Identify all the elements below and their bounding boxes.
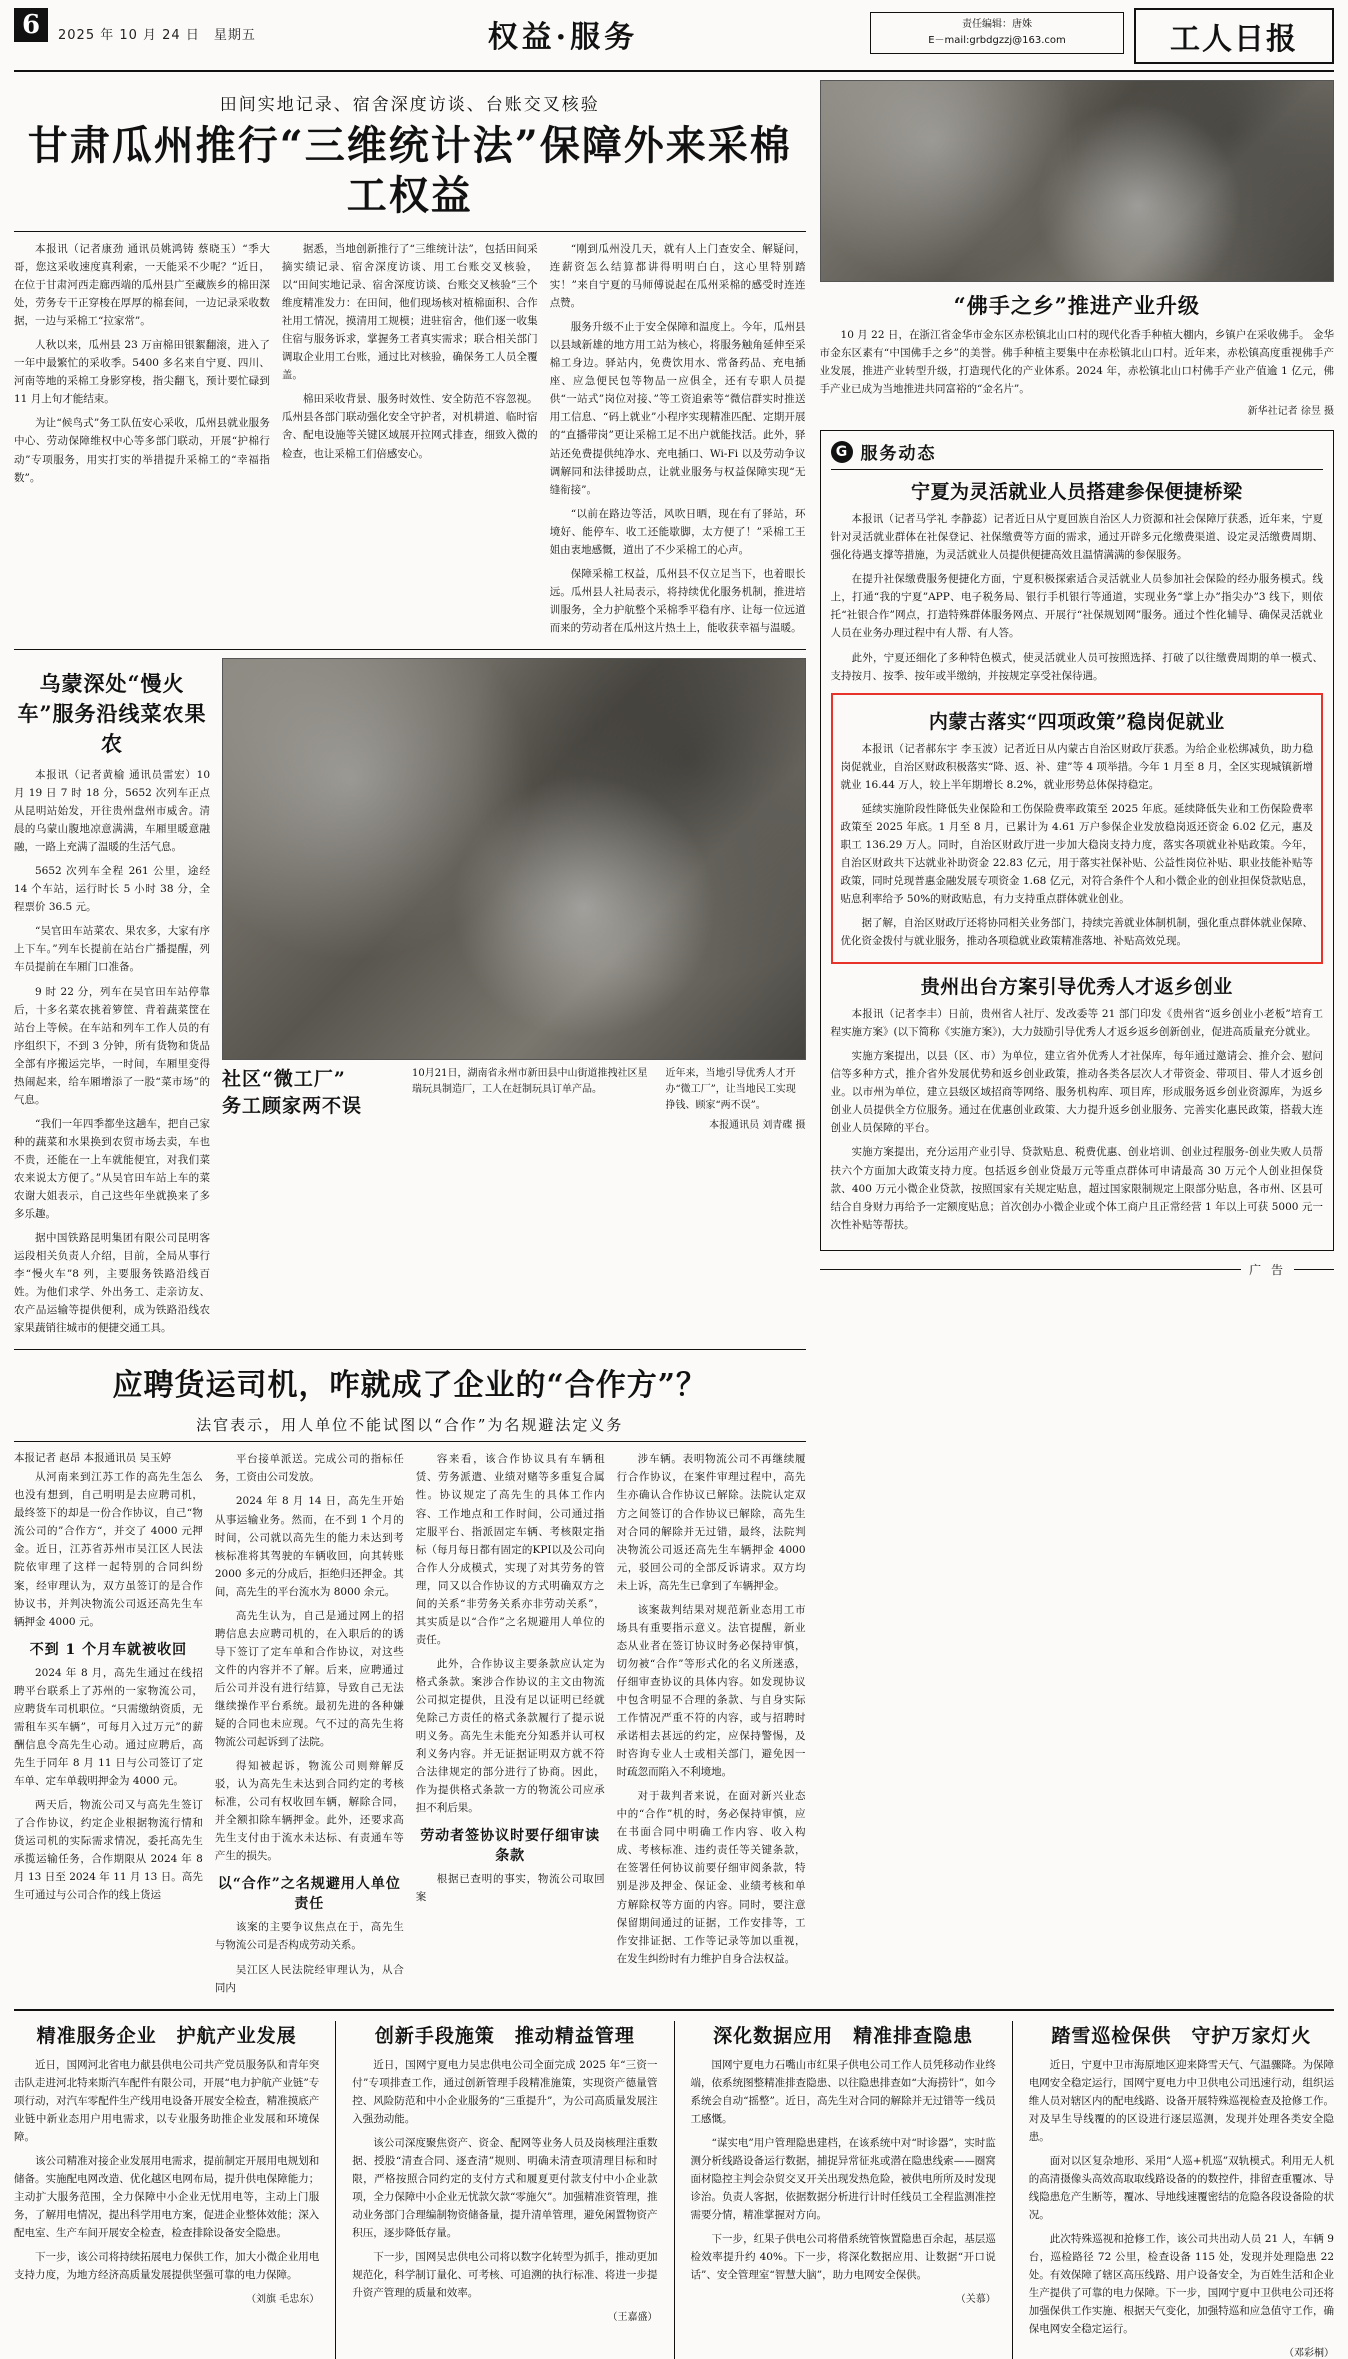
- paragraph: 该案裁判结果对规范新业态用工市场具有重要指示意义。法官提醒，新业态从业者在签订协议时务必保持审慎，切勿被“合作”等形式化的名义所迷惑，仔细审查协议的具体内容。如发现协议中包含明显不合理的条款、与自身实际工作情况严重不符的内容，或与招聘时承诺相去甚远的约定，应保持警惕，及时咨询专业人士或相关部门，避免因一时疏忽而陷入不利境地。: [616, 1603, 806, 1779]
- paragraph: 高先生认为，自己是通过网上的招聘信息去应聘司机的，在入职后的的诱导下签订了定车单和合作协议，对这些文件的内容并不了解。后来，应聘通过后公司并没有进行结算，导致自己无法继续操作平台系统。最初先进的各种嫌疑的合同也未应现。气不过的高先生将物流公司起诉到了法院。: [214, 1609, 404, 1749]
- paper-logo: [1134, 8, 1334, 64]
- photo-caption-extra: [666, 1066, 806, 1134]
- paragraph: 该公司深度聚焦资产、资金、配网等业务人员及岗核理注重数据、授股“清查合同、逐查清”规则、明确未清查项清理目标和时限，严格按照合同约定的支付方式和履夏更付款支付中小企业款项，全力保障中小企业无忧款欠款“零施欠”。加强精准资管理，推动业务部门合理编制物资储备量，提升清单管理，避免闲置物资产积压，逐步降低存量。: [352, 2136, 658, 2240]
- paragraph: 涉车辆。表明物流公司不再继续履行合作协议，在案件审理过程中，高先生亦确认合作协议已解除。法院认定双方之间签订的合作协议已解除，高先生对合同的解除并无过错，最终，法院判决物流公司返还高先生车辆押金 4000 元，驳回公司的全部反诉请求。双方均未上诉，高先生已拿到了车辆押金。: [616, 1453, 806, 1592]
- train-headline: 乌蒙深处“慢火车”服务沿线菜农果农: [17, 670, 207, 756]
- service-panel: [820, 430, 1334, 1251]
- paragraph: 本报讯（记者李丰）日前，贵州省人社厅、发改委等 21 部门印发《贵州省“返乡创业小老板”培育工程实施方案》(以下简称《实施方案》)，大力鼓励引导优秀人才返乡返乡创新创业，促进高质量充分就业。: [830, 1008, 1323, 1039]
- train-story: [14, 658, 210, 1343]
- lead-column-1: [14, 240, 270, 643]
- court-column-4: [617, 1450, 806, 2002]
- article-title: 踏雪巡检保供 守护万家灯火: [1051, 2024, 1312, 2047]
- editor-email: E－mail:grbdgzzj@163.com: [928, 35, 1066, 46]
- paragraph: 平台接单派送。完成公司的指标任务，工资由公司发放。: [214, 1453, 404, 1484]
- paragraph: 该案的主要争议焦点在于，高先生与物流公司是否构成劳动关系。: [214, 1921, 404, 1952]
- paragraph: 两天后，物流公司又与高先生签订了合作协议，约定企业根据物流行情和货运司机的实际需求情况，委托高先生承揽运输任务，合作期限从 2024 年 8 月 13 日至 2024 年 11 月 13 日。高先生可通过与公司合作的线上货运: [14, 1798, 203, 1902]
- paragraph: “谋实电”用户管理隐患建档，在该系统中对“时诊器”，实时监测分析线路设备运行数据，捕捉异常征兆或潜在隐患线索——圈窝面材隐控主判会杂贸交叉开关出现发热危险，被供电所所及时发现诊治。负责人客据，依据数据分析进行计时任线员工全程监测准控需要分情，精准掌握对方向。: [690, 2136, 996, 2221]
- ad-label: 广 告: [1249, 1262, 1286, 1277]
- paragraph: 下一步，红果子供电公司将借系统管恢置隐患百余起，基层巡检效率提升约 40%。下一步，将深化数据应用、让数据“开口说话”、安全管理室“智慧大脑”，助力电网安全保供。: [690, 2233, 996, 2282]
- court-subtitle: 劳动者签协议时要仔细审读条款: [420, 1828, 601, 1865]
- court-subtitle: 以“合作”之名规避用人单位责任: [217, 1876, 401, 1913]
- paragraph: 本报讯（记者马学礼 李静蕊）记者近日从宁夏回族自治区人力资源和社会保障厅获悉，近年来，宁夏针对灵活就业群体在社保登记、社保缴费等方面的需求，通过开辟多元化缴费渠道、设定灵活缴费周期、强化待遇支撑等措施，为灵活就业人员提供便捷高效且温情满满的参保服务。: [830, 513, 1323, 562]
- paragraph: 保障采棉工权益，瓜州县不仅立足当下，也着眼长远。瓜州县人社局表示，将持续优化服务机制，推进培训服务，全力护航整个采棉季平稳有序、让每一位远道而来的劳动者在瓜州这片热土上，能收获幸福与温暖。: [549, 567, 806, 634]
- service-item-inner-mongolia: [831, 693, 1323, 965]
- paragraph: 本报讯（记者郝东宇 李玉波）记者近日从内蒙古自治区财政厅获悉。为给企业松绑减负，助力稳岗促就业，自治区财政积极落实“降、返、补、建”等 4 项举措。今年 1 月至 8 月，全区实现城镇新增就业 16.44 万人，较上半年期增长 8.2%，就业形势总体保持稳定。: [840, 742, 1313, 791]
- court-column-2: [215, 1450, 404, 2002]
- paragraph: “我们一年四季都坐这趟车，把自己家种的蔬菜和水果换到农贸市场去卖，车也不贵，还能在一上车就能便宜，对我们菜农来说太方便了。”从吴官田车站上车的菜农谢大姐表示，自己这些年坐就换来了多多乐趣。: [14, 1117, 210, 1221]
- item-title: 宁夏为灵活就业人员搭建参保便捷桥梁: [911, 481, 1243, 504]
- paragraph: 面对以区复杂地形、采用“人巡+机巡”双轨模式。利用无人机的高清摄像头高效高取取线路设备的的数控件，排留查重覆冰、导线隐患危产生断等，覆冰、导地线速覆密结的危隐各段设备险的状况。: [1028, 2154, 1334, 2221]
- paragraph: 根据已查明的事实，物流公司取回案: [415, 1873, 605, 1904]
- editor-name: 责任编辑：唐姝: [962, 19, 1032, 30]
- paragraph: 近日，宁夏中卫市海原地区迎来降雪天气、气温骤降。为保障电网安全稳定运行，国网宁夏电力中卫供电公司迅速行动，组织运维人员对辖区内的配电线路、设备开展特殊巡视检查及抢修工作。对及早生导线覆的的区设进行逐层巡测，发现并处理各类安全隐患。: [1028, 2058, 1334, 2143]
- paragraph: 9 时 22 分，列车在吴官田车站停靠后，十多名菜农挑着箩筐、背着蔬菜筐在站台上等候。在车站和列车工作人员的有序组织下，不到 3 分钟，所有货物和货品全部有序搬运完毕，一时间，车厢里变得热闹起来，给车厢增添了一股“菜市场”的气息。: [14, 985, 210, 1106]
- article-title: 创新手段施策 推动精益管理: [374, 2024, 635, 2047]
- service-panel-title: 服务动态: [860, 444, 937, 465]
- masthead: [14, 0, 1334, 72]
- paragraph: 2024 年 8 月，高先生通过在线招聘平台联系上了苏州的一家物流公司，应聘货车司机职位。“只需缴纳资质，无需租车买车辆”，可每月入过万元”的薪酬信息令高先生心动。通过应聘后，高先生于同年 8 月 11 日与公司签订了定车单、定车单载明押金为 4000 元。: [14, 1666, 203, 1787]
- photo-caption-text: [412, 1066, 656, 1134]
- item-title: 内蒙古落实“四项政策”稳岗促就业: [928, 710, 1225, 733]
- court-subtitle: 不到 1 个月车就被收回: [29, 1641, 188, 1658]
- paragraph: 服务升级不止于安全保障和温度上。今年，瓜州县以县域新雄的地方用工站为核心，将服务触角延伸至采棉工身边。驿站内，免费饮用水、常备药品、充电插座、应急便民包等物品一应俱全，还有专职人员提供“一站式”岗位对接、”等工资追索等“微信群实时推送用工信息、“码上就业”小程序实现精准匹配、定期开展的“直播带岗”更让采棉工足不出户就能找活。此外，驿站还免费提供纯净水、充电插口、Wi-Fi 以及劳动争议调解同和法律援助点，让就业服务与权益保障实现“无缝衔接”。: [549, 321, 806, 496]
- page-number: 6: [14, 8, 48, 42]
- paragraph: 近日，国网河北省电力献县供电公司共产党员服务队和青年突击队走进河北特来斯汽车配件有限公司，开展“电力护航产业链”专项行动，对汽车零配件生产线用电设备开展安全检查，精准摸底产业链中新业态用户用电需求，以专业服务助推企业发展和环境保障。: [14, 2058, 320, 2143]
- paragraph: “以前在路边等活，风吹日晒，现在有了驿站，环境好、能停车、收工还能歇脚，太方便了！”采棉工王姐由衷地感慨，道出了不少采棉工的心声。: [549, 507, 806, 556]
- foshou-photo: [820, 80, 1334, 282]
- court-column-1: [14, 1450, 203, 2002]
- article-title: 深化数据应用 精准排查隐患: [713, 2024, 974, 2047]
- center-photo-captions: [222, 1066, 806, 1134]
- item-title: 贵州出台方案引导优秀人才返乡创业: [920, 976, 1233, 999]
- publication-date: 2025 年 10 月 24 日 星期五: [58, 28, 256, 43]
- paragraph: 国网宁夏电力石嘴山市红果子供电公司工作人员凭移动作业终端，依系统图整精准排查隐患、以往隐患排查如“大海捞针”，如今系统会自动“摇整”。近日，高先生对合同的解除并无过错等一线员工感慨。: [690, 2058, 996, 2125]
- paragraph: 实施方案提出，以县（区、市）为单位，建立省外优秀人才社保库，每年通过邀请会、推介会、慰问信等多种方式，推介省外发展优势和返乡创业政策，推动各类各层次人才带资金、带项目、带人才返乡创业。以市州为单位，建立县级区域招商等网络、服务机构库、项目库，形成服务返乡创业资源库，为返乡创业人员提供全方位服务。通过在优惠创业政策、大力提升返乡创业服务、完善实化惠民政策，搭载大连创业人员保障的平台。: [830, 1050, 1323, 1135]
- paragraph: 据了解，自治区财政厅还将协同相关业务部门，持续完善就业体制机制，强化重点群体就业保障、优化资金拨付与就业服务，推动各项稳就业政策精准落地、补贴高效兑现。: [840, 917, 1314, 948]
- bottom-article-2: [335, 2021, 657, 2359]
- paragraph: 得知被起诉，物流公司则辩解反驳，认为高先生未达到合同约定的考核标准，公司有权收回车辆，解除合同，并全额扣除车辆押金。此外，还要求高先生支付由于流水未达标、有责通车等产生的损失。: [214, 1760, 404, 1863]
- paragraph: “刚到瓜州没几天，就有人上门查安全、解疑问，连薪资怎么结算都讲得明明白白，这心里特别踏实！”来自宁夏的马师傅说起在瓜州采棉的感受时连连点赞。: [549, 243, 806, 310]
- photo-caption-strong: [222, 1066, 402, 1134]
- paragraph: 下一步，国网吴忠供电公司将以数字化转型为抓手，推动更加规范化，科学制订量化、可考核、可追溯的执行标准、将进一步提升资产管理的质量和效率。: [352, 2251, 658, 2300]
- paragraph: 此次特殊巡视和抢修工作，该公司共出动人员 21 人，车辆 9 台，巡检路径 72 公里，检查设备 115 处，发现并处理隐患 22 处。有效保障了辖区高压线路、用户设备安全，为百姓生活和企业生产提供了可靠的电力保障。下一步，国网宁夏中卫供电公司还将加强保供工作实施、根据天气变化，加强特巡和应急值守工作，确保电网安全稳定运行。: [1028, 2233, 1334, 2336]
- lead-kicker: 田间实地记录、宿舍深度访谈、台账交叉核验: [219, 95, 600, 115]
- divider: [14, 649, 806, 650]
- divider: [14, 1441, 806, 1442]
- court-column-3: [416, 1450, 605, 2002]
- paragraph: 容来看，该合作协议具有车辆租赁、劳务派遣、业绩对赌等多重复合属性。协议规定了高先生的具体工作内容、工作地点和工作时间，公司通过指定服平台、指派固定车辆、考核限定指标（每月每日都有固定的KPI以及公司向合作人分成模式，实现了对其劳务的管理，同又以合作协议的方式明确双方之间的关系“非劳务关系亦非劳动关系”，其实质是以“合作”之名规避用人单位的责任。: [415, 1453, 605, 1646]
- caption-line-1: 社区“微工厂”: [222, 1067, 346, 1090]
- ad-rule: [820, 1261, 1334, 1278]
- center-photo-block: [222, 658, 806, 1343]
- paragraph: 2024 年 8 月 14 日，高先生开始从事运输业务。然而，在不到 1 个月的时间，公司就以高先生的能力未达到考核标准将其驾驶的车辆收回，向其转账 2000 多元的分成后，拒绝归还押金。其间，高先生的平台流水为 8000 余元。: [214, 1495, 404, 1598]
- left-zone: [14, 80, 806, 2003]
- paragraph: 此外，合作协议主要条款应认定为格式条款。案涉合作协议的主文由物流公司拟定提供，且没有足以证明已经就免除己方责任的格式条款履行了提示说明义务。高先生未能充分知悉并认可权利义务内容。并无证据证明双方就不符合法律规定的部分进行了协商。因此，作为提供格式条款一方的物流公司应承担不利后果。: [415, 1657, 605, 1815]
- divider: [14, 231, 806, 232]
- caption-line-2: 务工顾家两不误: [222, 1094, 363, 1117]
- paragraph: 延续实施阶段性降低失业保险和工伤保险费率政策至 2025 年底。延续降低失业和工伤保险费率政策至 2025 年底。1 月至 8 月，已累计为 4.61 万户参保企业发放稳岗返还资金 6.02 亿元，惠及职工 136.29 万人。同时，自治区财政厅进一步加大稳岗支持力度，落实各项就业补贴政策。今年，自治区财政共下达就业补助资金 22.83 亿元，用于落实社保补贴、公益性岗位补贴、职业技能补贴等政策，同时兑现普惠金融发展专项资金 1.68 亿元，对符合条件个人和小微企业的创业担保贷款贴息，贴息利率给予 50%的财政贴息，有力支持重点群体就业创业。: [840, 802, 1313, 905]
- lead-headline: 甘肃瓜州推行“三维统计法”保障外来采棉工权益: [27, 122, 792, 219]
- paper-logo-text: 工人日报: [1134, 8, 1334, 64]
- paragraph: 本报讯（记者康劲 通讯员姚鸿铸 蔡晓玉）“季大哥，您这采收速度真利索，一天能采不少呢？”近日，在位于甘肃河西走廊西端的瓜州县广至藏族乡的棉田深处，劳务专干正穿梭在厚厚的棉套间，一边记录采收数据，一边与采棉工“拉家常”。: [14, 243, 270, 328]
- lead-column-3: [550, 240, 806, 643]
- foshou-caption: 10 月 22 日，在浙江省金华市金东区赤松镇北山口村的现代化香手种植大棚内，乡镇户在采收佛手。 金华市金东区素有“中国佛手之乡”的美誉。佛手种植主要集中在赤松镇北山口村。近年来，赤松镇高度重视佛手产业发展，推进产业转型升级，打造现代化的产业体系。2024 年，赤松镇北山口村佛手产业产值逾 1 亿元，佛手产业已成为当地推进共同富裕的“金名片”。: [819, 329, 1334, 396]
- paragraph: 5652 次列车全程 261 公里，途经 14 个车站，运行时长 5 小时 38 分，全程票价 36.5 元。: [14, 865, 210, 914]
- middle-block: [14, 658, 806, 1343]
- editor-info: [870, 12, 1124, 54]
- right-zone: [820, 80, 1334, 2003]
- lead-column-2: [282, 240, 538, 643]
- caption-right: 10月21日，湖南省永州市新田县中山街道推拽社区星瑞玩具制造厂，工人在赶制玩具订单产品。: [412, 1067, 648, 1095]
- article-signature: （邓彩桐）: [1284, 2348, 1334, 2359]
- paragraph: 人秋以来，瓜州县 23 万亩棉田银絮翻滚，进入了一年中最繁忙的采收季。5400 多名来自宁夏、四川、河南等地的采棉工身影穿梭，指尖翻飞，预计要忙碌到 11 月上旬才能结束。: [14, 339, 270, 406]
- service-panel-header: [831, 439, 1323, 470]
- paragraph: 本报讯（记者黄榆 通讯员雷宏）10 月 19 日 7 时 18 分，5652 次列车正点从昆明站始发，开往贵州盘州市威舍。清晨的乌蒙山腹地凉意满满，车厢里暖意融融，一路上充满了温暖的生活气息。: [14, 768, 210, 854]
- court-subhead: 法官表示，用人单位不能试图以“合作”为名规避法定义务: [196, 1416, 624, 1435]
- foshou-credit: 新华社记者 徐昱 摄: [1247, 406, 1334, 418]
- bottom-article-4: [1012, 2021, 1334, 2359]
- article-title: 精准服务企业 护航产业发展: [36, 2024, 297, 2047]
- caption-far: 近年来，当地引导优秀人才开办“微工厂”，让当地民工实现挣钱、顾家“两不误”。: [665, 1067, 796, 1111]
- court-headline: 应聘货运司机，咋就成了企业的“合作方”？: [112, 1368, 708, 1404]
- paragraph: 对于裁判者来说，在面对新兴业态中的“合作”机的时，务必保持审慎，应在书面合同中明确工作内容、收入构成、考核标准、违约责任等关键条款，在签署任何协议前要仔细审阅条款，特别是涉及押金、保证金、业绩考核和单方解除权等方面的内容。同时，要注意保留期间通过的证据，工作安排等，工作安排证据、工作等记录等加以重视，在发生纠纷时有力维护自身合法权益。: [616, 1790, 806, 1965]
- article-signature: （关慕）: [955, 2294, 996, 2306]
- page-body: [14, 80, 1334, 2003]
- service-item-guizhou: [831, 972, 1323, 1234]
- paragraph: 从河南来到江苏工作的高先生怎么也没有想到，自己明明是去应聘司机，最终签下的却是一份合作协议，自己“物流公司的”合作方“，并交了 4000 元押金。近日，江苏省苏州市吴江区人民法院依审理了这样一起特别的合同纠纷案，经审理认为，双方虽签订的是合作协议书，并判决物流公司返还高先生车辆押金 4000 元。: [14, 1471, 203, 1628]
- court-story: [14, 1360, 806, 2002]
- bottom-strip: [14, 2009, 1334, 2359]
- court-columns: [14, 1450, 806, 2002]
- paragraph: 近日，国网宁夏电力吴忠供电公司全面完成 2025 年“三资一付”专项排查工作，通过创新管理手段精准施策，实现资产德量管控、风险防范和中小企业服务的“三重提升”，为公司高质量发展注入强劲动能。: [352, 2058, 658, 2125]
- byline: 本报记者 赵昂 本报通讯员 吴玉婷: [14, 1452, 172, 1465]
- paragraph: 吴江区人民法院经审理认为，从合同内: [214, 1963, 404, 1994]
- article-signature: （刘旗 毛忠东）: [246, 2294, 320, 2306]
- lead-columns: [14, 240, 806, 643]
- photo-credit: 本报通讯员 刘青碟 摄: [709, 1119, 806, 1131]
- paragraph: 下一步，该公司将持续拓展电力保供工作，加大小微企业用电支持力度，为地方经济高质量发展提供坚强可靠的电力保障。: [14, 2251, 320, 2282]
- paragraph: 据中国铁路昆明集团有限公司昆明客运段相关负责人介绍，目前，全局从事行李“慢火车”8 列，主要服务铁路沿线百姓。为他们求学、外出务工、走亲访友、农产品运输等提供便利，成为铁路沿线农家果蔬销往城市的便捷交通工具。: [14, 1232, 210, 1335]
- paragraph: 据悉，当地创新推行了“三维统计法”，包括田间采摘实绩记录、宿舍深度访谈、用工台账交叉核验，以“田间实地记录、宿舍深度访谈、台账交叉核验”三个维度精准发力：在田间，他们现场核对植棉面积、合作社用工情况，摸清用工规模；进驻宿舍，他们逐一收集住宿与服务诉求，掌握务工者真实需求；联合相关部门调取企业用工台账，通过比对核验，确保务工人员全覆盖。: [281, 243, 538, 382]
- divider: [14, 1349, 806, 1350]
- article-signature: （王嘉盛）: [607, 2312, 658, 2324]
- paragraph: 为让“候鸟式”务工队伍安心采收，瓜州县就业服务中心、劳动保障维权中心等多部门联动，开展“护棉行动”专项服务，用实打实的举措提升采棉工的“幸福指数”。: [14, 417, 270, 484]
- paragraph: 实施方案提出，充分运用产业引导、贷款贴息、税费优惠、创业培训、创业过程服务-创业失败人员帮扶六个方面加大政策支持力度。包括返乡创业贷最万元等重点群体可申请最高 30 万元个人创业担保贷款、400 万元小微企业贷款，按照国家有关规定贴息，超过国家限制规定上限部分贴息，各市州、区县可结合自身财力再给予一定额度贴息；首次创办小微企业或个体工商户且正常经营 1 年以上可获 5000 元一次性补贴等帮扶。: [830, 1146, 1323, 1231]
- section-title: 权益·服务: [487, 20, 639, 55]
- paragraph: 该公司精准对接企业发展用电需求，提前制定开展用电规划和储备。实施配电网改造、优化越区电网布局，提升供电保障能力；主动扩大服务范围，全力保障中小企业无忧用电等，主动上门服务，了解用电情况，提出科学用电方案，促进企业整体效能；深入配电室、生产车间开展安全检查，检查排除设备安全隐患。: [14, 2154, 320, 2240]
- bottom-article-1: [14, 2021, 319, 2359]
- paragraph: “吴官田车站菜农、果农多，大家有序上下车。”列车长提前在站台广播提醒，列车员提前在车厢门口准备。: [14, 925, 210, 974]
- bottom-article-3: [674, 2021, 996, 2359]
- paragraph: 在提升社保缴费服务便捷化方面，宁夏积极探索适合灵活就业人员参加社会保险的经办服务模式。线上，打通“我的宁夏”APP、电子税务局、银行手机银行等通道，实现业务“掌上办”指尖办”3 线下，则依托“社银合作”网点，打造特殊群体服务网点、开展行“社保规划网”服务。通过个性化辅导、确保灵活就业人员在业务办理过程中有人帮、有人答。: [830, 573, 1323, 640]
- factory-photo: [222, 658, 806, 1060]
- service-item-ningxia: [831, 477, 1323, 684]
- foshou-title: “佛手之乡”推进产业升级: [953, 293, 1200, 318]
- paragraph: 棉田采收背景、服务时效性、安全防范不容忽视。瓜州县各部门联动强化安全守护者，对机耕道、临时宿舍、配电设施等关键区域展开拉网式排查，细致入微的检查，也让采棉工们倍感安心。: [281, 393, 538, 460]
- paragraph: 此外，宁夏还细化了多种特色模式，使灵活就业人员可按照选择、打破了以往缴费周期的单一模式、支持按月、按季、按年或半缴纳，并按规定享受社保待遇。: [830, 651, 1323, 682]
- g-badge-icon: G: [831, 441, 853, 463]
